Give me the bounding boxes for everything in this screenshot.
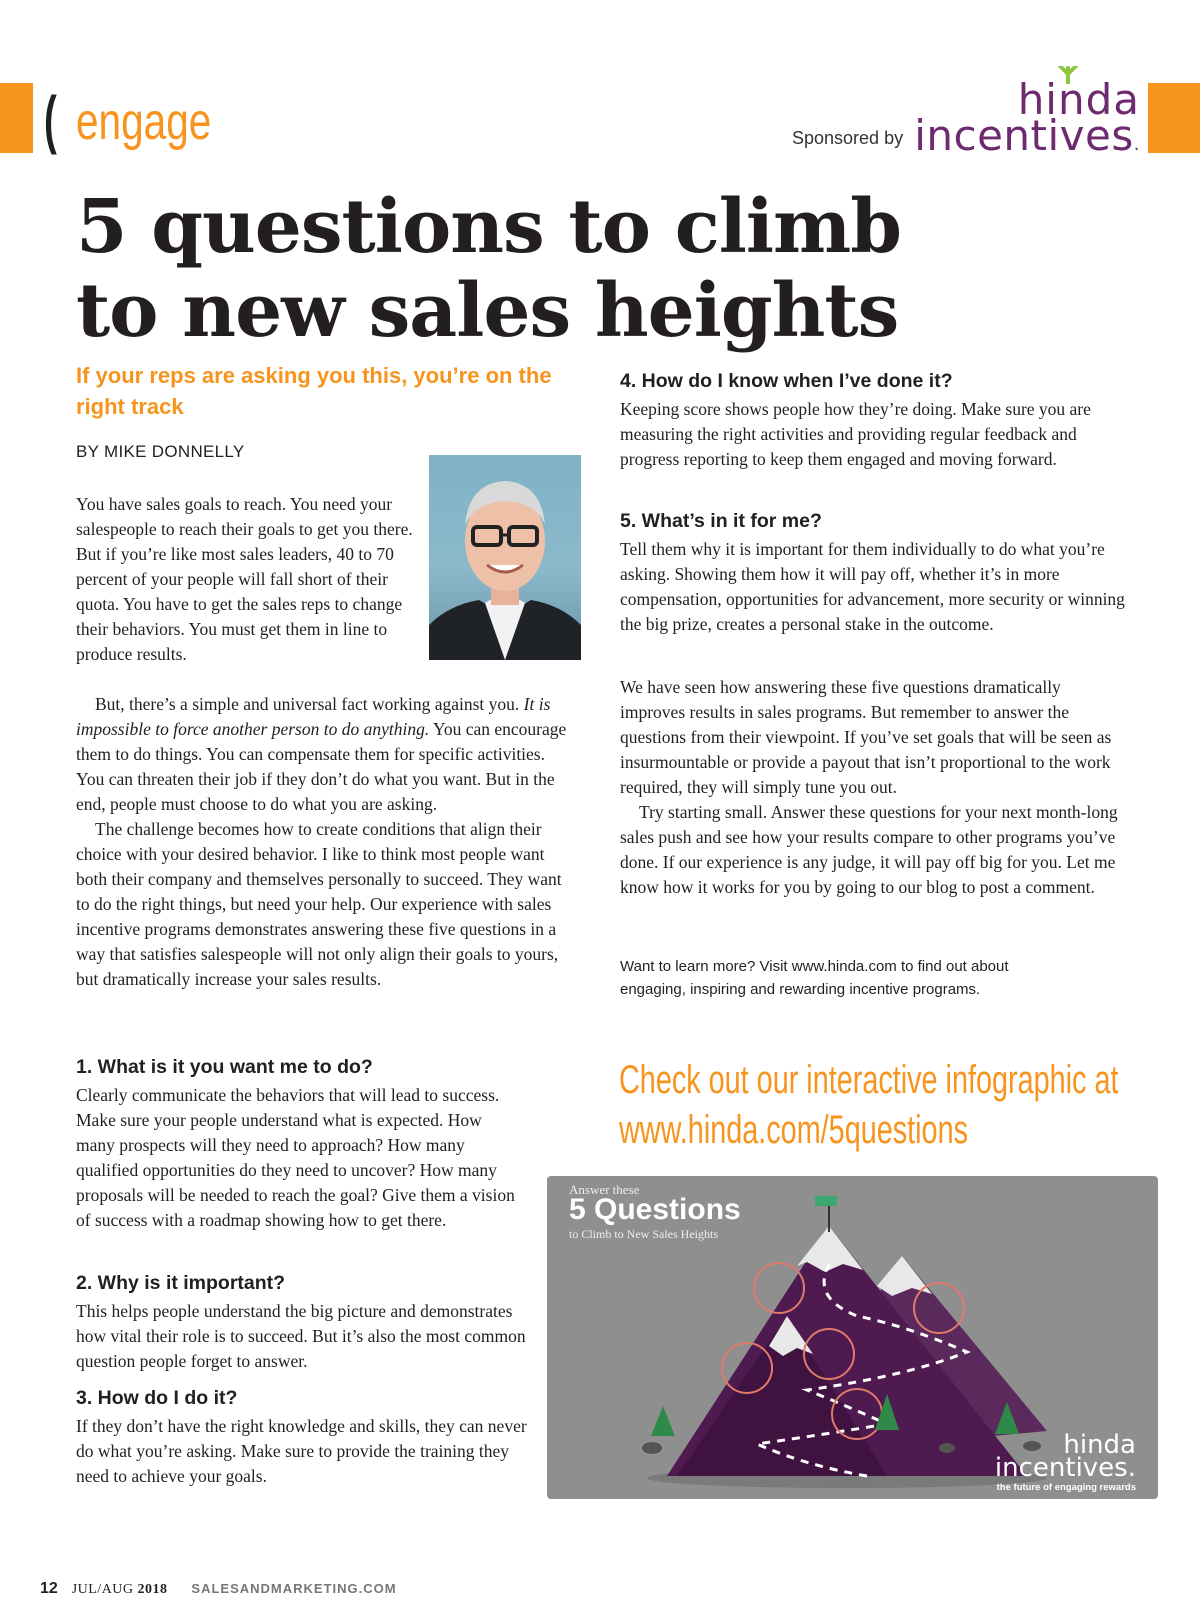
intro-paragraph-1: You have sales goals to reach. You need your salespeople to reach their goals to get you there. But if you’re like most sales leaders, 40 to 70 percent of your people will fall short of their quota. You have to get the sales reps to change their behaviors. You must get them in line to produce results. (76, 494, 413, 664)
intro-paragraphs (76, 692, 572, 992)
intro-paragraph-3: The challenge becomes how to create conditions that align their choice with your desired behavior. I like to think most people want both their company and themselves personally to succeed. They want to do the right things, but need your help. Our experience with sales incentive programs demonstrates answering these five questions in a way that satisfies salespeople will not only align their goals to yours, but dramatically increase your sales results. (76, 819, 562, 989)
question-3-body: If they don’t have the right knowledge and skills, they can never do what you’re asking. Make sure to provide the training they need to achieve your goals. (76, 1416, 527, 1486)
question-4-body: Keeping score shows people how they’re doing. Make sure you are measuring the right activities and providing regular feedback and progress reporting to keep them engaged and moving forward. (620, 399, 1091, 469)
infographic-answer-these: Answer these (569, 1182, 640, 1197)
callout-url: www.hinda.com/5questions (619, 1108, 968, 1152)
mountain-infographic[interactable] (547, 1176, 1158, 1499)
infographic-subtitle: to Climb to New Sales Heights (569, 1227, 718, 1241)
section-bracket: ( (44, 83, 57, 155)
infographic-callout[interactable] (619, 1055, 1118, 1155)
sponsor-logo[interactable] (914, 62, 1140, 160)
question-5-heading: 5. What’s in it for me? (620, 510, 822, 532)
orange-bar-left (0, 83, 33, 153)
question-2-body: This helps people understand the big picture and demonstrates how vital their role is to succeed. But it’s also the most common question people forget to answer. (76, 1301, 526, 1371)
question-1-heading: 1. What is it you want me to do? (76, 1056, 373, 1078)
magazine-site: SALESANDMARKETING.COM (191, 1581, 397, 1596)
portrait-photo (429, 455, 581, 660)
infographic-title: 5 Questions (569, 1193, 741, 1226)
orange-bar-right (1148, 83, 1200, 153)
infographic-logo-line-1: hinda (1063, 1430, 1136, 1460)
question-5-body: Tell them why it is important for them individually to do what you’re asking. Showing them how it will pay off, whether it’s in more compensation, opportunities for advancement, more security or winning the big prize, creates a personal stake in the outcome. (620, 539, 1125, 634)
article-headline: 5 questions to climb to new sales heights (76, 184, 902, 354)
issue-date: JUL/AUG 2018 (71, 1582, 168, 1597)
question-2-heading: 2. Why is it important? (76, 1272, 286, 1294)
question-4-heading: 4. How do I know when I’ve done it? (620, 370, 953, 392)
question-3-heading: 3. How do I do it? (76, 1387, 238, 1409)
sponsored-by-label: Sponsored by (792, 128, 904, 148)
section-name: engage (76, 93, 212, 151)
callout-line-1: Check out our interactive infographic at (619, 1058, 1119, 1102)
question-1-body: Clearly communicate the behaviors that will lead to success. Make sure your people understand what is expected. How many prospects will they need to approach? How many qualified opportunities do they need to uncover? How many proposals will be needed to reach the goal? Give them a vision of success with a roadmap showing how to get there. (76, 1085, 515, 1230)
intro-paragraph-2: But, there’s a simple and universal fact working against you. It is impossible to force another person to do anything. You can encourage them to do things. You can compensate them for specific activities. You can threaten their job if they don’t do what you want. But in the end, people must choose to do what you are asking. (76, 694, 567, 814)
author-portrait (429, 455, 581, 660)
learn-more-text[interactable]: Want to learn more? Visit www.hinda.com to find out about engaging, inspiring and rewarding incentive programs. (620, 958, 1009, 998)
infographic-logo-line-2: incentives. (994, 1453, 1136, 1483)
closing-paragraph-1: We have seen how answering these five questions dramatically improves results in sales programs. But remember to answer the questions from their viewpoint. If you’ve set goals that will be seen as insurmountable or provide a payout that isn’t proportional to the work required, they will simply tune you out. (620, 677, 1112, 797)
page-footer (40, 1580, 397, 1598)
logo-line-1: hinda (1017, 75, 1140, 124)
closing-paragraph-2: Try starting small. Answer these questions for your next month-long sales push and see how your results compare to other programs you’ve done. If our experience is any judge, it will pay off big for you. Let me know how it works for you by going to our blog to post a comment. (620, 802, 1118, 897)
logo-line-2: incentives. (914, 111, 1140, 160)
byline: BY MIKE DONNELLY (76, 442, 245, 461)
infographic-tagline: the future of engaging rewards (996, 1482, 1136, 1493)
page-number: 12 (40, 1580, 58, 1597)
article-subhead: If your reps are asking you this, you’re on the right track (76, 363, 552, 419)
closing-paragraphs (620, 675, 1130, 900)
